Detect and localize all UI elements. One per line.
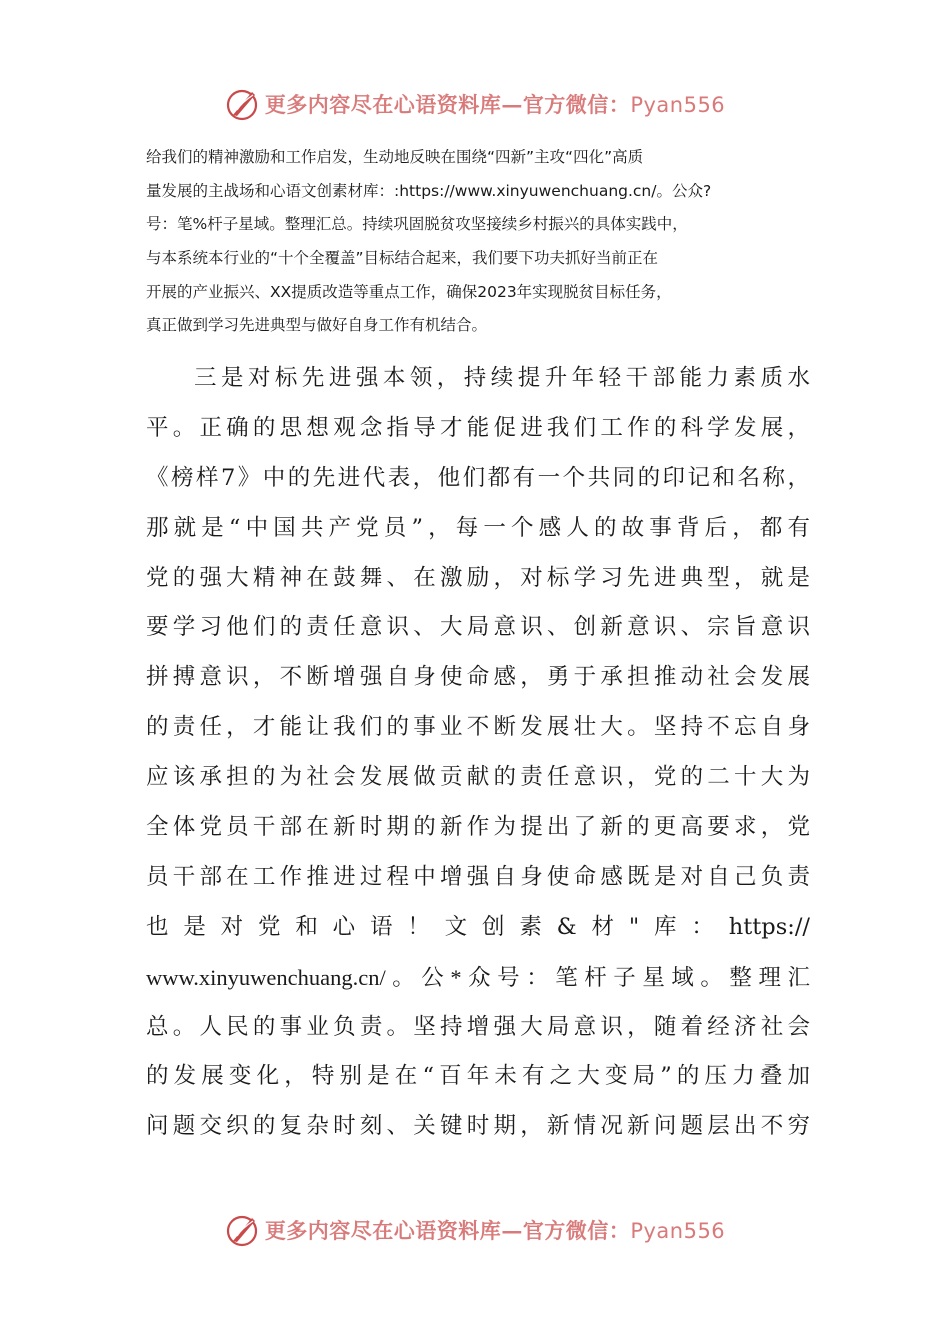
- banner-official-label: 官方微信：: [522, 92, 631, 117]
- body-line: 《榜样7》中的先进代表，他们都有一个共同的印记和名称，: [146, 464, 810, 491]
- body-line: 三是对标先进强本领，持续提升年轻干部能力素质水: [194, 365, 810, 391]
- body-line: 的发展变化，特别是在“百年未有之大变局”的压力叠加: [146, 1063, 810, 1090]
- body-line: 党的强大精神在鼓舞、在激励，对标学习先进典型，就是: [146, 564, 810, 591]
- quill-logo-icon: [225, 86, 261, 122]
- intro-paragraph: [146, 141, 816, 343]
- banner-official-label: 官方微信：: [522, 1218, 631, 1243]
- intro-line: 与本系统本行业的“十个全覆盖”目标结合起来，我们要下功夫抓好当前正在: [146, 249, 659, 268]
- body-line: 应该承担的为社会发展做贡献的责任意识，党的二十大为: [146, 764, 810, 791]
- body-line: 全体党员干部在新时期的新作为提出了新的更高要求，党: [146, 814, 810, 841]
- body-line: 的责任，才能让我们的事业不断发展壮大。坚持不忘自身: [146, 714, 810, 741]
- header-banner: [0, 84, 950, 124]
- banner-dash: —: [501, 92, 523, 117]
- banner-dash: —: [501, 1218, 523, 1243]
- body-line: 要学习他们的责任意识、大局意识、创新意识、宗旨意识: [146, 614, 810, 641]
- body-paragraph: [146, 354, 810, 1152]
- quill-logo-icon: [225, 1212, 261, 1248]
- body-line: 拼搏意识，不断增强自身使命感，勇于承担推动社会发展: [146, 664, 810, 691]
- body-line: 总。人民的事业负责。坚持增强大局意识，随着经济社会: [146, 1013, 810, 1040]
- intro-line: 开展的产业振兴、XX提质改造等重点工作，确保2023年实现脱贫目标任务，: [146, 282, 672, 301]
- banner-main-text: 更多内容尽在心语资料库: [264, 92, 502, 117]
- body-line: 问题交织的复杂时刻、关键时期，新情况新问题层出不穷: [146, 1113, 810, 1140]
- banner-wechat-id: Pyan556: [630, 93, 726, 117]
- body-line: 员干部在工作推进过程中增强自身使命感既是对自己负责: [146, 863, 810, 890]
- banner-wechat-id: Pyan556: [630, 1219, 726, 1243]
- body-line: www.xinyuwenchuang.cn/。公*众号：笔杆子星域。整理汇: [146, 964, 810, 990]
- body-line: 平。正确的思想观念指导才能促进我们工作的科学发展，: [146, 414, 810, 441]
- banner-text: [265, 89, 725, 119]
- banner-text: [265, 1215, 725, 1245]
- intro-line: 量发展的主战场和心语文创素材库：:https://www.xinyuwenchuang.cn/。公众?: [146, 181, 712, 200]
- intro-line: 真正做到学习先进典型与做好自身工作有机结合。: [146, 316, 488, 335]
- intro-line: 给我们的精神激励和工作启发，生动地反映在围绕“四新”主攻“四化”高质: [146, 148, 644, 166]
- body-line: 也是对党和心语！文创素&材"库：https://: [146, 913, 810, 940]
- intro-line: 号：笔%杆子星域。整理汇总。持续巩固脱贫攻坚接续乡村振兴的具体实践中，: [146, 215, 688, 234]
- banner-main-text: 更多内容尽在心语资料库: [264, 1218, 502, 1243]
- footer-banner: [0, 1210, 950, 1250]
- body-line: 那就是“中国共产党员”，每一个感人的故事背后，都有: [146, 514, 810, 541]
